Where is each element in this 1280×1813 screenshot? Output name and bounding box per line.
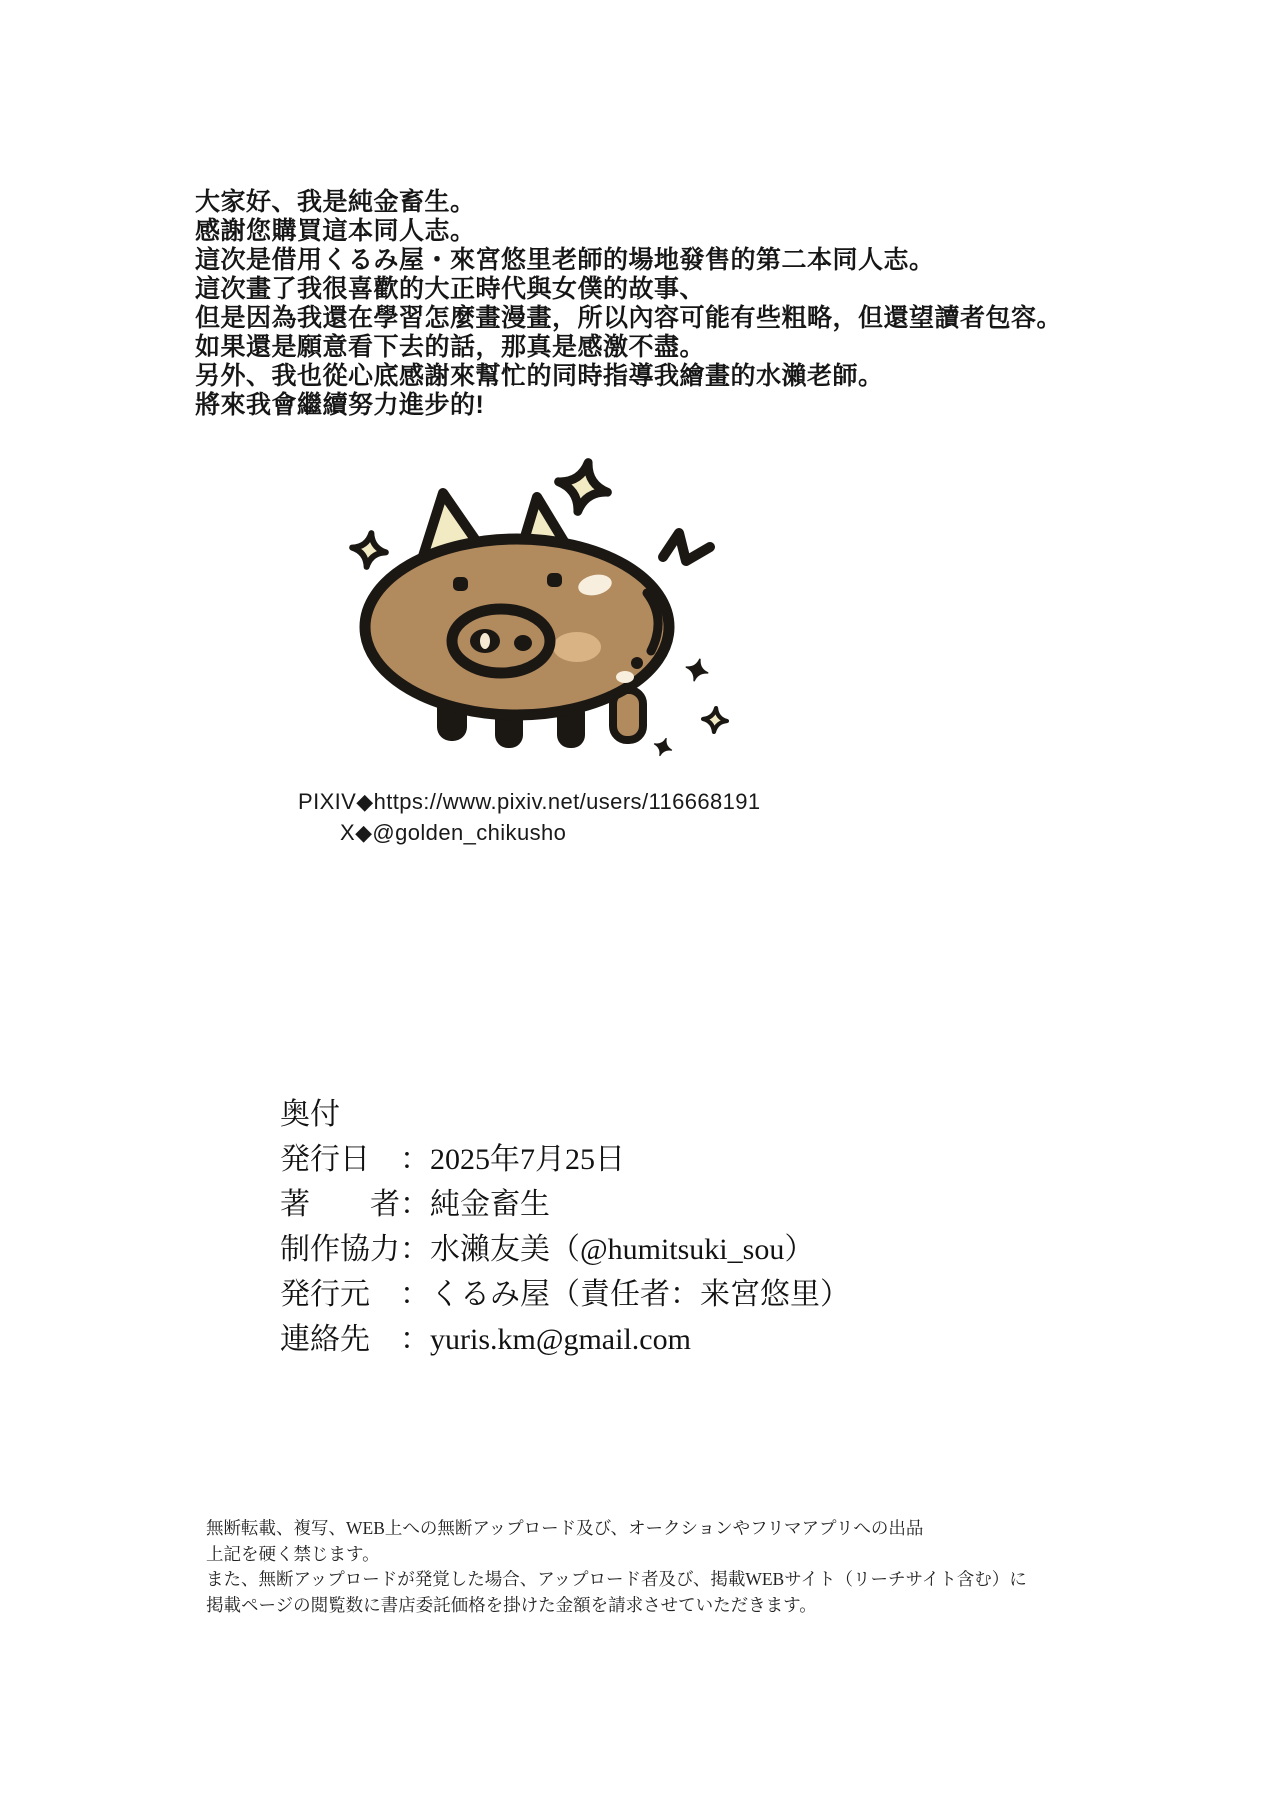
colophon-separator: ： — [400, 1323, 430, 1356]
golden-pig-doodle-illustration — [325, 435, 735, 770]
legal-line: 掲載ページの閲覧数に書店委託価格を掛けた金額を請求させていただきます。 — [206, 1594, 817, 1615]
intro-line: 大家好、我是純金畜生。 — [195, 188, 476, 216]
colophon-label: 連絡先 — [280, 1323, 400, 1356]
colophon-label: 制作協力 — [280, 1233, 400, 1266]
colophon-separator: ： — [400, 1233, 430, 1266]
intro-line: 另外、我也從心底感謝來幫忙的同時指導我繪畫的水瀨老師。 — [195, 362, 884, 390]
colophon-label: 発行日 — [280, 1143, 400, 1176]
colophon-value: 2025年7月25日 — [430, 1143, 625, 1176]
legal-line: 上記を硬く禁じます。 — [206, 1543, 380, 1564]
colophon-row-contact — [280, 1317, 850, 1362]
colophon-row-production-help — [280, 1227, 850, 1272]
colophon-block — [280, 1092, 850, 1362]
colophon-separator: ： — [400, 1143, 430, 1176]
pig-snout — [452, 609, 550, 673]
colophon-separator: ： — [400, 1188, 430, 1221]
colophon-row-publish-date — [280, 1137, 850, 1182]
intro-line: 如果還是願意看下去的話，那真是感激不盡。 — [195, 333, 706, 361]
colophon-value: 純金畜生 — [430, 1188, 550, 1221]
colophon-title: 奥付 — [280, 1098, 340, 1131]
colophon-value: くるみ屋（責任者：来宮悠里） — [430, 1278, 850, 1311]
author-links — [298, 786, 761, 848]
intro-line: 這次畫了我很喜歡的大正時代與女僕的故事、 — [195, 275, 706, 303]
legal-line: また、無断アップロードが発覚した場合、アップロード者及び、掲載WEBサイト（リーチサイト含む）に — [206, 1569, 1027, 1589]
colophon-label: 発行元 — [280, 1278, 400, 1311]
colophon-value: yuris.km@gmail.com — [430, 1323, 691, 1356]
intro-line: 感謝您購買這本同人志。 — [195, 217, 476, 245]
pixiv-link-text: PIXIV◆https://www.pixiv.net/users/116668191 — [298, 789, 761, 814]
intro-paragraph — [195, 188, 1195, 420]
colophon-value: 水瀨友美（@humitsuki_sou） — [430, 1233, 815, 1266]
intro-line: 這次是借用くるみ屋・來宮悠里老師的場地發售的第二本同人志。 — [195, 246, 935, 274]
colophon-row-author — [280, 1182, 850, 1227]
pig-tail — [663, 533, 710, 561]
legal-notice — [206, 1516, 1146, 1618]
colophon-separator: ： — [400, 1278, 430, 1311]
intro-line: 但是因為我還在學習怎麼畫漫畫，所以內容可能有些粗略，但還望讀者包容。 — [195, 304, 1063, 332]
colophon-row-publisher — [280, 1272, 850, 1317]
legal-line: 無断転載、複写、WEB上への無断アップロード及び、オークションやフリマアプリへの出品 — [206, 1518, 924, 1538]
colophon-label: 著 者 — [280, 1188, 400, 1221]
x-handle-text: X◆@golden_chikusho — [340, 820, 567, 845]
intro-line: 將來我會繼續努力進步的! — [195, 391, 485, 419]
